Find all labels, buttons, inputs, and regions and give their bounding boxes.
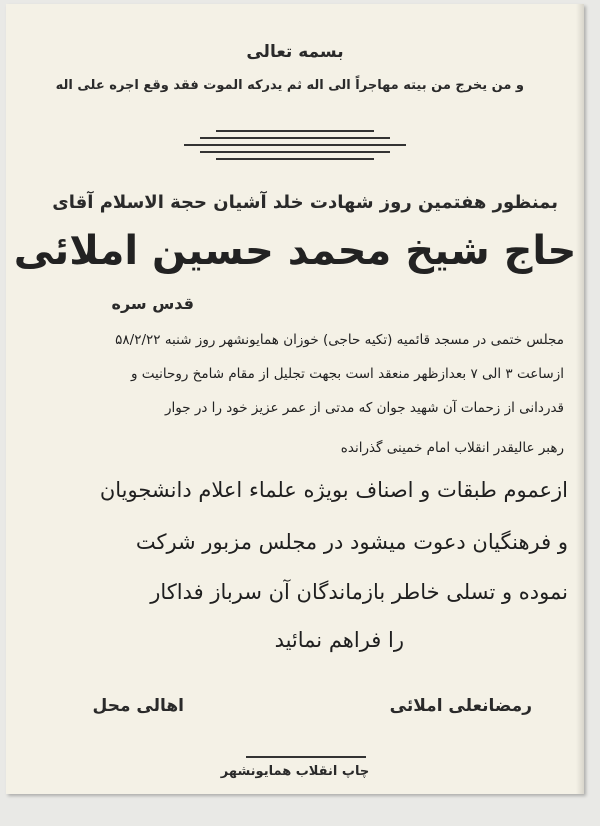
detail-line-3: قدردانی از زحمات آن شهید جوان که مدتی از عمر عزیز خود را در جوار: [164, 400, 564, 416]
detail-line-2: ازساعت ۳ الی ۷ بعدازظهر منعقد است بجهت تجلیل از مقام شامخ روحانیت و: [130, 366, 564, 382]
paper-edge: [576, 4, 584, 794]
quran-verse: و من یخرج من بیته مهاجراً الی اله ثم یدرکه الموت فقد وقع اجره علی اله: [55, 78, 524, 93]
decorative-rules: [184, 128, 406, 168]
honorific: قدس سره: [111, 294, 194, 313]
announcement-sheet: [6, 4, 584, 794]
deceased-name: حاج شیخ محمد حسین املائی: [13, 228, 577, 274]
bismillah-heading: بسمه تعالی: [246, 42, 344, 62]
detail-line-1: مجلس ختمی در مسجد قائمیه (تکیه حاجی) خوزان همایونشهر روز شنبه ۵۸/۲/۲۲: [115, 332, 564, 348]
detail-line-4: رهبر عالیقدر انقلاب امام خمینی گذرانده: [340, 440, 564, 456]
signature-community: اهالی محل: [92, 696, 184, 716]
printer-credit: چاپ انقلاب همایونشهر: [220, 764, 370, 779]
signature-family: رمضانعلی املائی: [389, 696, 532, 716]
footer-rule: [246, 756, 366, 758]
invitation-line-1: ازعموم طبقات و اصناف بویژه علماء اعلام دانشجویان: [99, 478, 568, 502]
invitation-line-2: و فرهنگیان دعوت میشود در مجلس مزبور شرکت: [135, 530, 568, 554]
invitation-line-4: را فراهم نمائید: [274, 628, 404, 652]
invitation-line-3: نموده و تسلی خاطر بازماندگان آن سرباز فداکار: [150, 580, 568, 604]
occasion-line: بمنظور هفتمین روز شهادت خلد آشیان حجة الاسلام آقای: [52, 192, 558, 213]
